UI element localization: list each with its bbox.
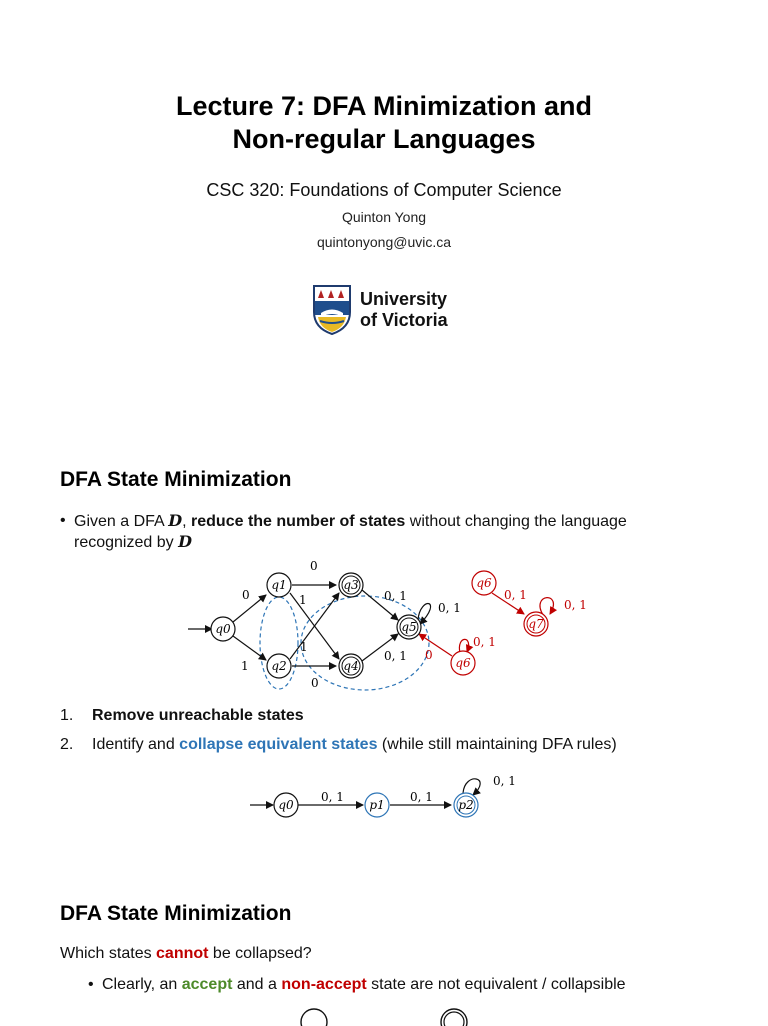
state-q0 bbox=[211, 617, 235, 641]
slide-heading-2: DFA State Minimization bbox=[60, 902, 292, 925]
dfa-diagram bbox=[180, 553, 768, 693]
svg-text:q3: q3 bbox=[343, 578, 359, 592]
label-q1-q4: 1 bbox=[299, 593, 307, 607]
question-emphasis: cannot bbox=[156, 945, 209, 962]
step-2-pre: Identify and bbox=[92, 736, 180, 753]
bullet-sep: , bbox=[182, 513, 192, 530]
svg-text:q5: q5 bbox=[401, 620, 417, 634]
title-line-2: Non-regular Languages bbox=[232, 124, 536, 154]
label-q5-loop: 0, 1 bbox=[438, 601, 461, 615]
non-accept-word: non-accept bbox=[281, 976, 367, 993]
bullet-text-2: recognized by bbox=[74, 534, 179, 551]
label-q0-q2: 1 bbox=[241, 659, 249, 673]
state-q6-unreachable bbox=[451, 651, 475, 675]
accept-bullet-pre: Clearly, an bbox=[102, 976, 182, 993]
step-2-post: (while still maintaining DFA rules) bbox=[377, 736, 617, 753]
label-q6-q5: 0 bbox=[425, 648, 433, 662]
svg-text:q6: q6 bbox=[455, 656, 471, 670]
bullet-dot: • bbox=[60, 512, 66, 529]
step-1-text: Remove unreachable states bbox=[92, 707, 304, 724]
svg-text:p2: p2 bbox=[458, 798, 474, 812]
question-line bbox=[60, 943, 312, 964]
step-2-text bbox=[92, 736, 617, 754]
step-2-emphasis: collapse equivalent states bbox=[179, 736, 378, 753]
crest-icon bbox=[312, 284, 352, 336]
minimized-dfa-diagram bbox=[245, 773, 545, 833]
state-q6-top-unreachable bbox=[472, 571, 496, 595]
slide-heading: DFA State Minimization bbox=[60, 468, 292, 491]
bullet-emphasis: reduce the number of states bbox=[191, 513, 406, 530]
svg-text:p1: p1 bbox=[369, 798, 385, 812]
label-q7-loop: 0, 1 bbox=[564, 598, 587, 612]
state-q7-unreachable bbox=[524, 612, 548, 636]
accept-bullet bbox=[102, 974, 626, 995]
collapse-slide bbox=[0, 860, 768, 1024]
dfa-symbol-2: D bbox=[178, 532, 192, 551]
accept-bullet-mid: and a bbox=[232, 976, 282, 993]
bullet-line-2 bbox=[74, 531, 192, 553]
question-post: be collapsed? bbox=[208, 945, 312, 962]
dfa-symbol: D bbox=[168, 511, 183, 530]
state-q3-accept bbox=[339, 573, 363, 597]
course-name: CSC 320: Foundations of Computer Science bbox=[206, 180, 562, 200]
title-line-1: Lecture 7: DFA Minimization and bbox=[175, 91, 593, 121]
svg-text:q6: q6 bbox=[476, 576, 492, 590]
question-pre: Which states bbox=[60, 945, 157, 962]
lecture-title bbox=[0, 90, 768, 156]
step-1-number: 1. bbox=[60, 707, 74, 724]
label-q6-q7: 0, 1 bbox=[504, 588, 527, 602]
svg-text:q7: q7 bbox=[528, 617, 544, 631]
title-slide bbox=[0, 0, 768, 440]
state-q2 bbox=[267, 654, 291, 678]
logo-wordmark bbox=[360, 289, 448, 331]
logo-line-1: University bbox=[360, 289, 448, 309]
min-state-q0 bbox=[274, 793, 298, 817]
bullet-text-tail: without changing the language bbox=[405, 513, 627, 530]
min-state-p1 bbox=[365, 793, 389, 817]
equivalence-group-2 bbox=[301, 596, 429, 690]
state-q5-accept bbox=[397, 615, 421, 639]
label-q2-q3: 1 bbox=[300, 640, 308, 654]
label-q6-loop: 0, 1 bbox=[473, 635, 496, 649]
bullet-line-1 bbox=[74, 510, 627, 532]
svg-text:q1: q1 bbox=[271, 578, 287, 592]
author-name: Quinton Yong bbox=[341, 209, 427, 225]
state-q4-accept bbox=[339, 654, 363, 678]
label-q3-q5: 0, 1 bbox=[384, 589, 407, 603]
svg-text:q2: q2 bbox=[271, 659, 287, 673]
svg-text:q0: q0 bbox=[215, 622, 231, 636]
accept-word: accept bbox=[181, 976, 233, 993]
bullet-dot-2: • bbox=[88, 976, 94, 993]
label-q2-q4: 0 bbox=[311, 676, 319, 690]
minimization-slide bbox=[0, 440, 768, 860]
author-email: quintonyong@uvic.ca bbox=[316, 234, 452, 250]
partial-states bbox=[0, 1006, 768, 1026]
university-logo bbox=[312, 284, 462, 340]
accept-bullet-post: state are not equivalent / collapsible bbox=[366, 976, 626, 993]
label-q1-q3: 0 bbox=[310, 559, 318, 573]
min-label-p2-loop: 0, 1 bbox=[493, 774, 516, 788]
label-q0-q1: 0 bbox=[242, 588, 250, 602]
svg-text:q0: q0 bbox=[278, 798, 294, 812]
non-accept-state bbox=[301, 1009, 327, 1026]
step-2-number: 2. bbox=[60, 736, 74, 753]
logo-line-2: of Victoria bbox=[360, 310, 448, 330]
min-state-p2-accept bbox=[454, 793, 478, 817]
bullet-text: Given a DFA bbox=[74, 513, 169, 530]
label-q4-q5: 0, 1 bbox=[384, 649, 407, 663]
min-label-q0-p1: 0, 1 bbox=[321, 790, 344, 804]
min-label-p1-p2: 0, 1 bbox=[410, 790, 433, 804]
svg-text:q4: q4 bbox=[343, 659, 359, 673]
state-q1 bbox=[267, 573, 291, 597]
